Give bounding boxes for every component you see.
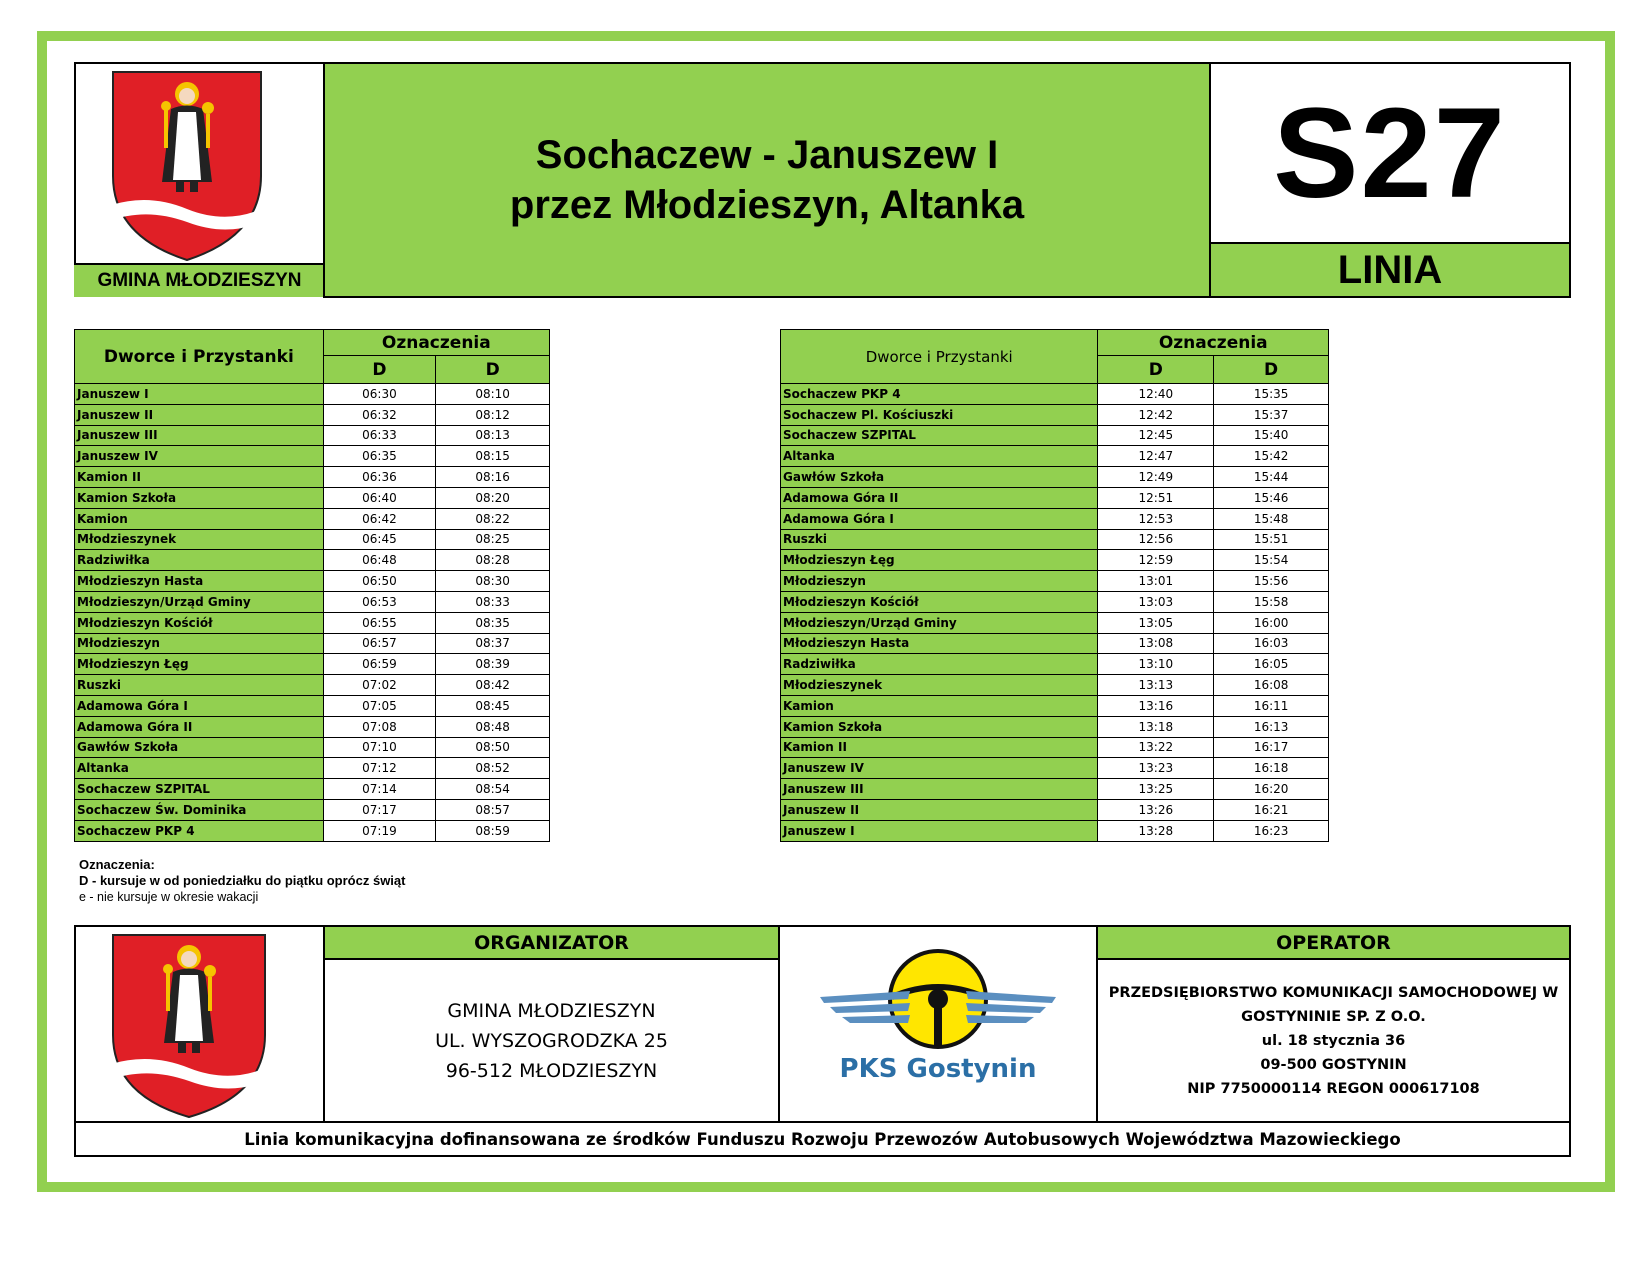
course-header-1: D — [323, 356, 436, 384]
departure-time-1: 13:05 — [1098, 612, 1214, 633]
stop-name: Młodzieszyn Łęg — [75, 654, 324, 675]
line-number: S27 — [1209, 62, 1571, 244]
timetable-row — [781, 404, 1329, 425]
timetable-row — [781, 737, 1329, 758]
departure-time-2: 08:42 — [436, 675, 550, 696]
stop-name: Młodzieszynek — [781, 675, 1098, 696]
departure-time-2: 08:28 — [436, 550, 550, 571]
departure-time-1: 12:47 — [1098, 446, 1214, 467]
stop-name: Sochaczew SZPITAL — [781, 425, 1098, 446]
departure-time-1: 12:42 — [1098, 404, 1214, 425]
operator-details — [1096, 958, 1571, 1123]
departure-time-2: 08:48 — [436, 716, 550, 737]
operator-line5: NIP 7750000114 REGON 000617108 — [1187, 1080, 1480, 1097]
operator-header: OPERATOR — [1096, 925, 1571, 960]
stop-name: Sochaczew Pl. Kościuszki — [781, 404, 1098, 425]
departure-time-1: 07:02 — [323, 675, 436, 696]
legend-e: e - nie kursuje w okresie wakacji — [79, 890, 259, 904]
timetable-row — [75, 758, 550, 779]
timetable-left — [74, 329, 550, 842]
departure-time-2: 16:20 — [1214, 779, 1329, 800]
departure-time-2: 08:45 — [436, 695, 550, 716]
departure-time-2: 16:03 — [1214, 633, 1329, 654]
stop-name: Januszew IV — [781, 758, 1098, 779]
stop-name: Młodzieszyn — [75, 633, 324, 654]
stop-name: Altanka — [781, 446, 1098, 467]
departure-time-1: 06:42 — [323, 508, 436, 529]
operator-line2: GOSTYNINIE SP. Z O.O. — [1241, 1008, 1426, 1025]
timetable-row — [75, 633, 550, 654]
departure-time-1: 12:59 — [1098, 550, 1214, 571]
organizer-line1: GMINA MŁODZIESZYN — [447, 999, 656, 1022]
stop-name: Młodzieszyn Hasta — [75, 571, 324, 592]
departure-time-2: 16:21 — [1214, 799, 1329, 820]
departure-time-1: 13:23 — [1098, 758, 1214, 779]
stop-name: Sochaczew Św. Dominika — [75, 799, 324, 820]
stop-name: Januszew I — [75, 384, 324, 405]
stop-name: Sochaczew PKP 4 — [781, 384, 1098, 405]
stop-name: Młodzieszyn Łęg — [781, 550, 1098, 571]
timetable-row — [781, 799, 1329, 820]
stop-name: Młodzieszyn/Urząd Gminy — [781, 612, 1098, 633]
departure-time-1: 06:30 — [323, 384, 436, 405]
departure-time-1: 12:56 — [1098, 529, 1214, 550]
operator-line1: PRZEDSIĘBIORSTWO KOMUNIKACJI SAMOCHODOWEJ W — [1108, 984, 1559, 1001]
departure-time-1: 06:55 — [323, 612, 436, 633]
stop-name: Ruszki — [75, 675, 324, 696]
timetable-row — [75, 571, 550, 592]
timetable-row — [75, 425, 550, 446]
departure-time-1: 06:59 — [323, 654, 436, 675]
departure-time-2: 08:57 — [436, 799, 550, 820]
timetable-row — [781, 591, 1329, 612]
timetable-row — [75, 695, 550, 716]
departure-time-1: 06:50 — [323, 571, 436, 592]
stop-name: Adamowa Góra I — [781, 508, 1098, 529]
departure-time-2: 15:48 — [1214, 508, 1329, 529]
stop-name: Sochaczew SZPITAL — [75, 779, 324, 800]
markings-header: Oznaczenia — [323, 330, 549, 356]
timetable-row — [781, 508, 1329, 529]
departure-time-1: 13:10 — [1098, 654, 1214, 675]
departure-time-1: 07:08 — [323, 716, 436, 737]
timetable-row — [781, 550, 1329, 571]
timetable-row — [75, 529, 550, 550]
stop-name: Młodzieszyn Kościół — [75, 612, 324, 633]
departure-time-1: 07:19 — [323, 820, 436, 841]
departure-time-2: 08:35 — [436, 612, 550, 633]
departure-time-2: 16:13 — [1214, 716, 1329, 737]
departure-time-1: 06:35 — [323, 446, 436, 467]
departure-time-2: 08:15 — [436, 446, 550, 467]
departure-time-1: 13:03 — [1098, 591, 1214, 612]
departure-time-1: 13:18 — [1098, 716, 1214, 737]
stop-name: Młodzieszynek — [75, 529, 324, 550]
route-title — [323, 62, 1211, 298]
stop-name: Młodzieszyn Hasta — [781, 633, 1098, 654]
departure-time-1: 07:17 — [323, 799, 436, 820]
departure-time-1: 06:40 — [323, 487, 436, 508]
timetable-row — [781, 446, 1329, 467]
timetable-row — [75, 737, 550, 758]
departure-time-1: 06:57 — [323, 633, 436, 654]
stop-name: Ruszki — [781, 529, 1098, 550]
stop-name: Januszew III — [75, 425, 324, 446]
timetable-row — [75, 799, 550, 820]
coat-of-arms-icon — [76, 64, 323, 264]
departure-time-2: 08:20 — [436, 487, 550, 508]
coat-of-arms — [74, 62, 325, 296]
departure-time-1: 06:36 — [323, 467, 436, 488]
departure-time-2: 15:35 — [1214, 384, 1329, 405]
departure-time-1: 12:49 — [1098, 467, 1214, 488]
timetable-row — [75, 716, 550, 737]
timetable-row — [75, 446, 550, 467]
stop-name: Adamowa Góra I — [75, 695, 324, 716]
stop-name: Januszew III — [781, 779, 1098, 800]
stop-name: Gawłów Szkoła — [75, 737, 324, 758]
departure-time-1: 06:48 — [323, 550, 436, 571]
organizer-line2: UL. WYSZOGRODZKA 25 — [435, 1029, 668, 1052]
departure-time-2: 15:42 — [1214, 446, 1329, 467]
coat-of-arms-icon — [76, 927, 323, 1121]
departure-time-1: 12:40 — [1098, 384, 1214, 405]
stop-name: Młodzieszyn/Urząd Gminy — [75, 591, 324, 612]
departure-time-1: 13:13 — [1098, 675, 1214, 696]
timetable-row — [781, 487, 1329, 508]
pks-logo-text: PKS Gostynin — [839, 1054, 1037, 1084]
timetable-row — [781, 820, 1329, 841]
timetable-row — [75, 654, 550, 675]
legend-title: Oznaczenia: — [79, 857, 155, 872]
funding-note: Linia komunikacyjna dofinansowana ze środków Funduszu Rozwoju Przewozów Autobusowych Województwa Mazowieckiego — [74, 1121, 1571, 1157]
departure-time-2: 08:37 — [436, 633, 550, 654]
departure-time-2: 16:00 — [1214, 612, 1329, 633]
timetable-row — [75, 467, 550, 488]
stop-name: Radziwiłka — [75, 550, 324, 571]
departure-time-2: 16:17 — [1214, 737, 1329, 758]
departure-time-2: 16:23 — [1214, 820, 1329, 841]
stop-name: Radziwiłka — [781, 654, 1098, 675]
stop-name: Altanka — [75, 758, 324, 779]
stops-header: Dworce i Przystanki — [75, 330, 324, 384]
course-header-2: D — [1214, 356, 1329, 384]
departure-time-2: 08:10 — [436, 384, 550, 405]
stop-name: Kamion Szkoła — [75, 487, 324, 508]
timetable-row — [781, 529, 1329, 550]
departure-time-2: 08:54 — [436, 779, 550, 800]
departure-time-1: 07:12 — [323, 758, 436, 779]
departure-time-1: 13:08 — [1098, 633, 1214, 654]
course-header-2: D — [436, 356, 550, 384]
timetable-row — [75, 487, 550, 508]
departure-time-2: 15:37 — [1214, 404, 1329, 425]
stop-name: Młodzieszyn Kościół — [781, 591, 1098, 612]
stop-name: Sochaczew PKP 4 — [75, 820, 324, 841]
departure-time-2: 08:30 — [436, 571, 550, 592]
markings-header: Oznaczenia — [1098, 330, 1329, 356]
timetable-row — [781, 654, 1329, 675]
timetable-row — [781, 716, 1329, 737]
departure-time-2: 16:05 — [1214, 654, 1329, 675]
departure-time-2: 16:11 — [1214, 695, 1329, 716]
stop-name: Kamion — [781, 695, 1098, 716]
stop-name: Gawłów Szkoła — [781, 467, 1098, 488]
timetable-row — [75, 550, 550, 571]
departure-time-1: 12:45 — [1098, 425, 1214, 446]
departure-time-2: 08:13 — [436, 425, 550, 446]
departure-time-2: 15:54 — [1214, 550, 1329, 571]
departure-time-2: 08:50 — [436, 737, 550, 758]
municipality-label: GMINA MŁODZIESZYN — [74, 263, 325, 297]
timetable-row — [781, 779, 1329, 800]
departure-time-1: 13:01 — [1098, 571, 1214, 592]
departure-time-2: 15:56 — [1214, 571, 1329, 592]
stop-name: Kamion — [75, 508, 324, 529]
timetable-row — [781, 612, 1329, 633]
legend — [79, 857, 405, 905]
coat-of-arms-footer — [74, 925, 325, 1123]
departure-time-1: 12:51 — [1098, 487, 1214, 508]
departure-time-2: 08:52 — [436, 758, 550, 779]
departure-time-1: 07:05 — [323, 695, 436, 716]
departure-time-1: 07:10 — [323, 737, 436, 758]
timetable-row — [75, 384, 550, 405]
line-label: LINIA — [1209, 242, 1571, 298]
departure-time-1: 06:32 — [323, 404, 436, 425]
stop-name: Kamion II — [781, 737, 1098, 758]
legend-d: D - kursuje w od poniedziałku do piątku oprócz świąt — [79, 873, 406, 888]
organizer-details — [323, 958, 780, 1123]
stop-name: Januszew IV — [75, 446, 324, 467]
stop-name: Januszew II — [781, 799, 1098, 820]
departure-time-2: 16:18 — [1214, 758, 1329, 779]
operator-line3: ul. 18 stycznia 36 — [1261, 1032, 1406, 1049]
departure-time-2: 08:59 — [436, 820, 550, 841]
departure-time-1: 13:25 — [1098, 779, 1214, 800]
stops-header: Dworce i Przystanki — [781, 330, 1098, 384]
route-title-line1: Sochaczew - Januszew I — [535, 133, 999, 177]
timetable-row — [781, 695, 1329, 716]
timetable-row — [75, 508, 550, 529]
departure-time-1: 12:53 — [1098, 508, 1214, 529]
departure-time-1: 13:22 — [1098, 737, 1214, 758]
departure-time-2: 15:58 — [1214, 591, 1329, 612]
stop-name: Januszew II — [75, 404, 324, 425]
stop-name: Adamowa Góra II — [75, 716, 324, 737]
timetable-row — [75, 820, 550, 841]
departure-time-2: 16:08 — [1214, 675, 1329, 696]
departure-time-1: 06:33 — [323, 425, 436, 446]
departure-time-2: 15:46 — [1214, 487, 1329, 508]
timetable-row — [781, 633, 1329, 654]
timetable-row — [781, 675, 1329, 696]
timetable-right — [780, 329, 1329, 842]
stop-name: Adamowa Góra II — [781, 487, 1098, 508]
timetable-row — [781, 758, 1329, 779]
departure-time-2: 08:25 — [436, 529, 550, 550]
timetable-row — [781, 425, 1329, 446]
departure-time-1: 07:14 — [323, 779, 436, 800]
timetable-row — [75, 779, 550, 800]
departure-time-2: 08:39 — [436, 654, 550, 675]
departure-time-1: 13:16 — [1098, 695, 1214, 716]
timetable-row — [781, 571, 1329, 592]
course-header-1: D — [1098, 356, 1214, 384]
departure-time-2: 15:40 — [1214, 425, 1329, 446]
departure-time-1: 13:28 — [1098, 820, 1214, 841]
stop-name: Kamion Szkoła — [781, 716, 1098, 737]
departure-time-2: 15:51 — [1214, 529, 1329, 550]
departure-time-2: 08:22 — [436, 508, 550, 529]
timetable-row — [75, 591, 550, 612]
timetable-row — [75, 612, 550, 633]
timetable-row — [781, 467, 1329, 488]
timetable-row — [781, 384, 1329, 405]
organizer-header: ORGANIZATOR — [323, 925, 780, 960]
departure-time-2: 08:33 — [436, 591, 550, 612]
organizer-line3: 96-512 MŁODZIESZYN — [445, 1059, 658, 1082]
departure-time-2: 08:16 — [436, 467, 550, 488]
departure-time-1: 06:53 — [323, 591, 436, 612]
operator-logo — [778, 925, 1098, 1123]
pks-logo-icon — [780, 927, 1096, 1121]
departure-time-2: 08:12 — [436, 404, 550, 425]
departure-time-1: 06:45 — [323, 529, 436, 550]
departure-time-1: 13:26 — [1098, 799, 1214, 820]
route-title-line2: przez Młodzieszyn, Altanka — [509, 183, 1025, 227]
stop-name: Kamion II — [75, 467, 324, 488]
operator-line4: 09-500 GOSTYNIN — [1260, 1056, 1407, 1073]
stop-name: Januszew I — [781, 820, 1098, 841]
timetable-row — [75, 404, 550, 425]
departure-time-2: 15:44 — [1214, 467, 1329, 488]
timetable-row — [75, 675, 550, 696]
stop-name: Młodzieszyn — [781, 571, 1098, 592]
